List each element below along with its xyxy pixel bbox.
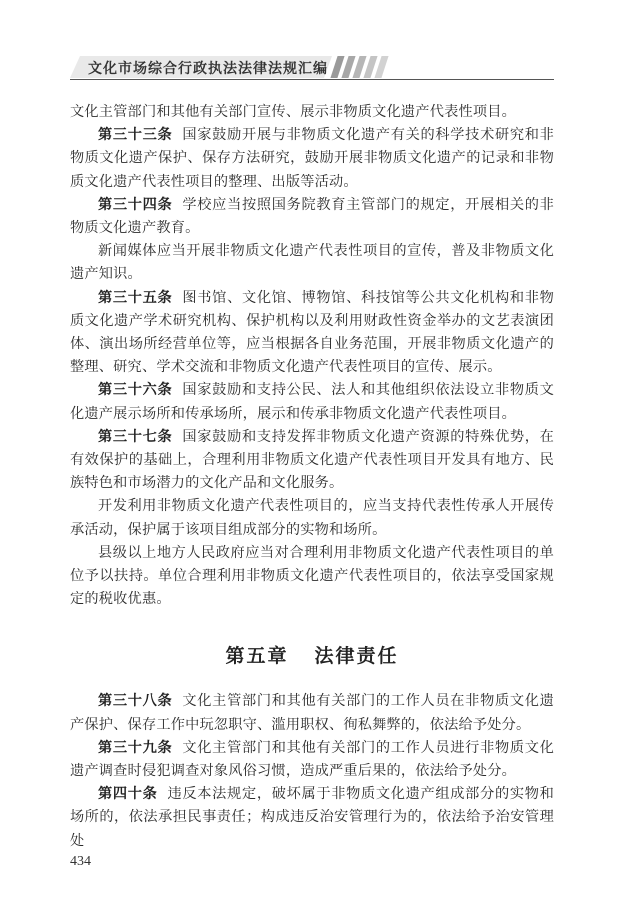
paragraphs-top xyxy=(70,101,554,611)
paragraph-text: 文化主管部门和其他有关部门的工作人员进行非物质文化遗产调查时侵犯调查对象风俗习惯，造成严重后果的，依法给予处分。 xyxy=(70,739,554,780)
article-number: 第三十四条 xyxy=(98,196,173,213)
paragraph-text: 新闻媒体应当开展非物质文化遗产代表性项目的宣传，普及非物质文化遗产知识。 xyxy=(70,243,554,283)
paragraph xyxy=(70,240,554,286)
paragraph-text: 开发利用非物质文化遗产代表性项目的，应当支持代表性传承人开展传承活动，保护属于该项目组成部分的实物和场所。 xyxy=(70,498,554,538)
paragraph-text: 文化主管部门和其他有关部门宣传、展示非物质文化遗产代表性项目。 xyxy=(70,104,517,120)
running-header xyxy=(70,56,554,80)
chapter-heading xyxy=(70,641,554,668)
paragraph-text: 国家鼓励和支持公民、法人和其他组织依法设立非物质文化遗产展示场所和传承场所，展示和传承非物质文化遗产代表性项目。 xyxy=(70,382,554,422)
paragraph xyxy=(70,194,554,240)
paragraph xyxy=(70,783,554,853)
book-title: 文化市场综合行政执法法律法规汇编 xyxy=(88,61,328,77)
paragraph-text: 国家鼓励和支持发挥非物质文化遗产资源的特殊优势，在有效保护的基础上，合理利用非物质文化遗产代表性项目开发具有地方、民族特色和市场潜力的文化产品和文化服务。 xyxy=(70,428,554,492)
paragraph xyxy=(70,287,554,380)
article-number: 第三十八条 xyxy=(98,693,173,710)
page-body xyxy=(70,101,554,853)
paragraph-text: 学校应当按照国务院教育主管部门的规定，开展相关的非物质文化遗产教育。 xyxy=(70,196,554,237)
page-number: 434 xyxy=(70,854,91,869)
paragraph-text: 文化主管部门和其他有关部门的工作人员在非物质文化遗产保护、保存工作中玩忽职守、滥用职权、徇私舞弊的，依法给予处分。 xyxy=(70,693,554,733)
paragraph xyxy=(70,124,554,194)
paragraph-text: 图书馆、文化馆、博物馆、科技馆等公共文化机构和非物质文化遗产学术研究机构、保护机构以及利用财政性资金举办的文艺表演团体、演出场所经营单位等，应当根据各自业务范围，开展非物质文化遗产的整理、研究、学术交流和非物质文化遗产代表性项目的宣传、展示。 xyxy=(70,289,554,376)
paragraph xyxy=(70,542,554,612)
paragraph-text: 违反本法规定，破坏属于非物质文化遗产组成部分的实物和场所的，依法承担民事责任；构成违反治安管理行为的，依法给予治安管理处 xyxy=(70,786,554,849)
article-number: 第三十三条 xyxy=(98,127,173,144)
header-stripes-decoration xyxy=(334,56,404,78)
paragraph xyxy=(70,690,554,736)
article-number: 第四十条 xyxy=(98,786,158,803)
article-number: 第三十五条 xyxy=(98,289,173,306)
paragraph-text: 国家鼓励开展与非物质文化遗产有关的科学技术研究和非物质文化遗产保护、保存方法研究，鼓励开展非物质文化遗产的记录和非物质文化遗产代表性项目的整理、出版等活动。 xyxy=(70,127,554,190)
paragraph xyxy=(70,101,554,124)
chapter-title: 法律责任 xyxy=(314,645,399,668)
article-number: 第三十九条 xyxy=(98,739,173,756)
article-number: 第三十六条 xyxy=(98,382,173,399)
paragraph xyxy=(70,495,554,541)
header-rule xyxy=(70,79,554,80)
article-number: 第三十七条 xyxy=(98,428,173,445)
paragraphs-bottom xyxy=(70,690,554,852)
paragraph-text: 县级以上地方人民政府应当对合理利用非物质文化遗产代表性项目的单位予以扶持。单位合理利用非物质文化遗产代表性项目的，依法享受国家规定的税收优惠。 xyxy=(70,544,554,608)
paragraph xyxy=(70,737,554,783)
chapter-number: 第五章 xyxy=(225,645,289,668)
paragraph xyxy=(70,379,554,425)
paragraph xyxy=(70,426,554,496)
